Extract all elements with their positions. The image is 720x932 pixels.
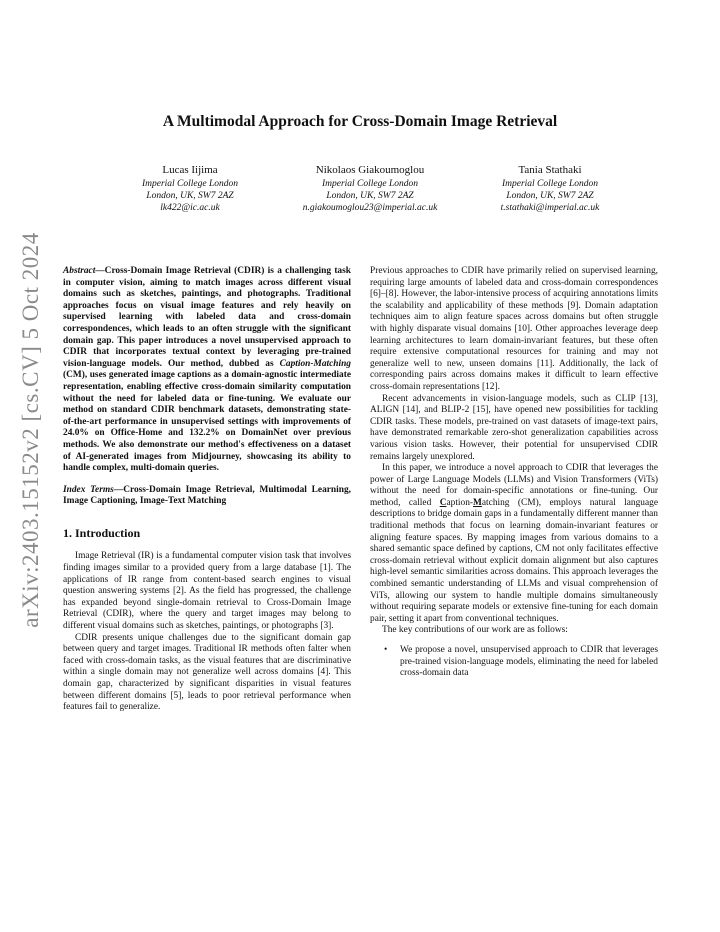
author-location: London, UK, SW7 2AZ [146,190,234,201]
author-location: London, UK, SW7 2AZ [326,190,414,201]
paragraph: Previous approaches to CDIR have primarily relied on supervised learning, requiring large amounts of labeled data and cross-domain correspondences [6]–[8]. However, the labor-intensive process of acquiring annotations limits the scalability and applicability of these methods [9]. Domain adaptation techniques aim to align feature spaces across domains but often struggle with highly disparate visual domains [10]. Other approaches leverage deep learning architectures to learn domain-invariant features, but these often require extensive computational resources for training and may not generalize well to new, unseen domains [11]. Additionally, the lack of corresponding pairs across domains makes it difficult to learn effective cross-domain representations [12]. [370,266,658,392]
arxiv-id: arXiv:2403.15152v2 [cs.CV] 5 Oct 2024 [18,232,43,628]
paper-title: A Multimodal Approach for Cross-Domain Image Retrieval [162,113,558,130]
author-block [100,164,640,214]
paragraph-method: In this paper, we introduce a novel approach to CDIR that leverages the power of Large Language Models (LLMs) and Vision Transformers (ViTs) without the need for domain-specific annotations or fine-tuning. Our method, called Caption-Matching (CM), employs natural language descriptions to bridge domain gaps in a fundamentally different manner than traditional methods that focus on learning domain-invariant features or aligning feature spaces. By mapping images from various domains to a shared semantic space defined by captions, CM not only facilitates effective cross-domain retrieval without explicit domain alignment but also captures high-level semantic similarities across domains. This approach leverages the combined semantic understanding of LLMs and visual comprehension of ViTs, allowing our system to handle multiple domains simultaneously without requiring separate models or extensive fine-tuning for each domain pair, setting it apart from conventional techniques. [370,463,658,624]
abstract [63,266,351,475]
matching-m-letter: M [473,497,482,508]
author-1 [100,164,280,214]
author-affiliation: Imperial College London [501,178,599,189]
author-email: t.stathaki@imperial.ac.uk [500,202,600,213]
author-name: Tania Stathaki [518,164,582,176]
author-email: lk422@ic.ac.uk [160,202,220,213]
author-2 [280,164,460,214]
list-item: • We propose a novel, unsupervised approach to CDIR that leverages pre-trained vision-language models, eliminating the need for labeled cross-domain data [400,645,658,680]
section-heading: 1. Introduction [63,525,141,540]
abstract-label: Abstract [63,266,96,276]
right-column [370,266,658,680]
author-name: Lucas Iijima [162,164,218,176]
author-name: Nikolaos Giakoumoglou [315,164,425,176]
index-terms-text: —Cross-Domain Image Retrieval, Multimodal Learning, Image Captioning, Image-Text Matching [63,484,351,507]
left-column [63,266,351,714]
paragraph: Image Retrieval (IR) is a fundamental computer vision task that involves finding images similar to a provided query from a large database [1]. The applications of IR range from content-based search engines to visual question answering systems [2]. As the field has progressed, the challenge has expanded beyond single-domain retrieval to Cross-Domain Image Retrieval (CDIR), where the query and target images may belong to different visual domains such as sketches, paintings, or photographs [3]. [63,551,351,632]
method-name: Caption-Matching [279,358,351,369]
index-terms-label: Index Terms [63,484,114,495]
paragraph: CDIR presents unique challenges due to the significant domain gap between query and target images. Traditional IR methods often falter when faced with cross-domain tasks, as the visual features that are discriminative within a single domain may not generalize well across domains [4]. This domain gap, characterized by significant disparities in visual features between different domains [5], leads to poor retrieval performance when features fail to generalize. [63,632,351,713]
contributions-intro: The key contributions of our work are as follows: [382,625,568,636]
contributions-list [370,645,658,680]
paragraph: Recent advancements in vision-language models, such as CLIP [13], ALIGN [14], and BLIP-2 [15], have opened new possibilities for tackling CDIR tasks. These models, pre-trained on vast datasets of image-text pairs, have demonstrated remarkable zero-shot generalization capabilities across various vision tasks. However, their potential for unsupervised CDIR remains largely unexplored. [370,393,658,462]
author-affiliation: Imperial College London [141,178,239,189]
index-terms [63,485,351,508]
author-email: n.giakoumoglou23@imperial.ac.uk [302,202,438,213]
abstract-text-2: (CM), uses generated image captions as a domain-agnostic intermediate representation, enabling effective cross-domain similarity computation without the need for labeled data or fine-tuning. We evaluate our method on standard CDIR benchmark datasets, demonstrating state-of-the-art performance in unsupervised settings with improvements of 24.0% on Office-Home and 132.2% on DomainNet over previous methods. We also demonstrate our method's effectiveness on a dataset of AI-generated images from Midjourney, showcasing its ability to handle complex, multi-domain queries. [63,370,351,474]
author-location: London, UK, SW7 2AZ [506,190,594,201]
author-3 [460,164,640,214]
arxiv-stamp [8,180,54,680]
author-affiliation: Imperial College London [321,178,419,189]
abstract-text-1: —Cross-Domain Image Retrieval (CDIR) is a challenging task in computer vision, aiming to match images across different visual domains such as sketches, paintings, and photographs. Traditional approaches focus on visual image features and rely heavily on supervised learning with labeled data and cross-domain correspondences, which leads to an often struggle with the significant domain gap. This paper introduces a novel unsupervised approach to CDIR that incorporates textual context by leveraging pre-trained vision-language models. Our method, dubbed as [63,266,351,369]
caption-c-letter: C [439,497,447,508]
